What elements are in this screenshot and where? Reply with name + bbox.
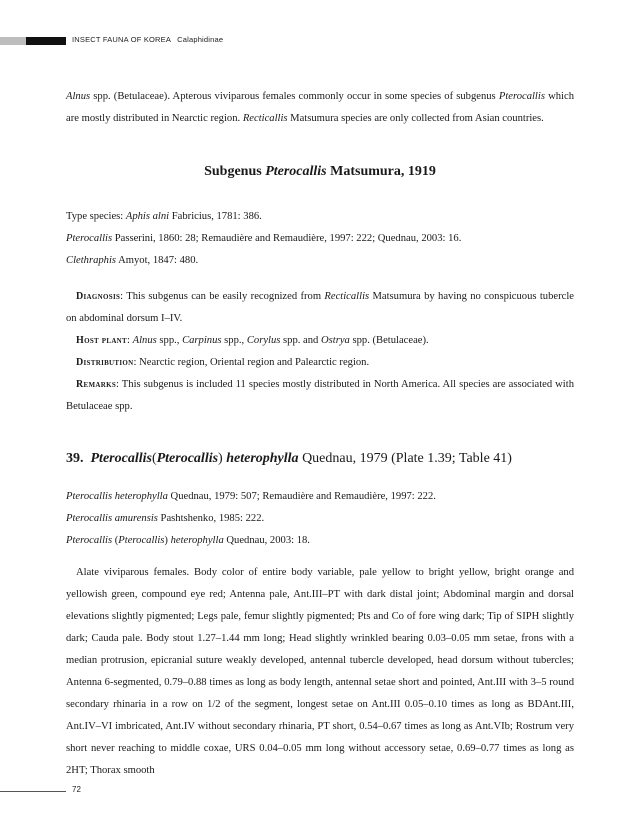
species-synonym-1: Pterocallis heterophylla Quednau, 1979: 507; Remaudière and Remaudière, 1997: 222. (66, 491, 436, 502)
running-header-title: INSECT FAUNA OF KOREA (72, 35, 172, 44)
page-number: 72 (72, 785, 81, 794)
intro-paragraph: Alnus spp. (Betulaceae). Apterous viviparous females commonly occur in some species of subgenus Pterocallis which are mostly distributed in Nearctic region. Recticallis Matsumura species are only collected from Asian countries. (66, 91, 574, 124)
species-synonym-3: Pterocallis (Pterocallis) heterophylla Quednau, 2003: 18. (66, 535, 310, 546)
header-bar-black (26, 37, 66, 45)
species-heading: 39. Pterocallis(Pterocallis) heterophylla Quednau, 1979 (Plate 1.39; Table 41) (66, 451, 512, 466)
host-plant-paragraph: Host plant: Alnus spp., Carpinus spp., Corylus spp. and Ostrya spp. (Betulaceae). (76, 335, 429, 346)
remarks-paragraph: Remarks: This subgenus is included 11 species mostly distributed in North America. All species are associated with Betulaceae spp. (66, 379, 574, 412)
subgenus-heading: Subgenus Pterocallis Matsumura, 1919 (204, 164, 436, 179)
type-species: Type species: Aphis alni Fabricius, 1781: 386. (66, 211, 262, 222)
running-header-subtitle: Calaphidinae (177, 35, 224, 44)
subgenus-synonym-2: Clethraphis Amyot, 1847: 480. (66, 255, 199, 266)
page-content (66, 86, 574, 782)
running-header (72, 35, 223, 44)
subgenus-synonym-1: Pterocallis Passerini, 1860: 28; Remaudière and Remaudière, 1997: 222; Quednau, 2003: 16. (66, 233, 462, 244)
species-description: Alate viviparous females. Body color of entire body variable, pale yellow to bright yellow, bright orange and yellowish green, compound eye red; Antenna pale, Ant.III–PT with dark distal joint; Abdominal margin and dorsal elevations slightly pigmented; Legs pale, femur slightly pigmented; Pts and Co of fore wing dark; Tip of SIPH slightly dark; Cauda pale. Body stout 1.27–1.44 mm long; Head slightly wrinkled bearing 0.03–0.05 mm setae, frons with a median protrusion, epicranial suture weakly developed, antennal tubercle developed, head dorsum without tubercles; Antenna 6-segmented, 0.79–0.88 times as long as body length, antennal setae short and pointed, Ant.III with 3–5 round secondary rhinaria in a row on 1/2 of the segment, longest setae on Ant.III 0.05–0.10 times as long as BDAnt.III, Ant.IV–VI imbricated, Ant.IV without secondary rhinaria, PT short, 0.54–0.67 times as long as Ant.VIb; Rostrum very short never reaching to middle coxae, URS 0.04–0.05 mm long without accessory setae, 0.69–0.77 times as long as 2HT; Thorax smooth (66, 567, 574, 776)
distribution-paragraph: Distribution: Nearctic region, Oriental region and Palearctic region. (76, 357, 370, 368)
header-bar-gray (0, 37, 26, 45)
footer-rule (0, 791, 66, 792)
species-synonym-2: Pterocallis amurensis Pashtshenko, 1985: 222. (66, 513, 265, 524)
diagnosis-paragraph: Diagnosis: This subgenus can be easily recognized from Recticallis Matsumura by having no conspicuous tubercle on abdominal dorsum I–IV. (66, 291, 574, 324)
